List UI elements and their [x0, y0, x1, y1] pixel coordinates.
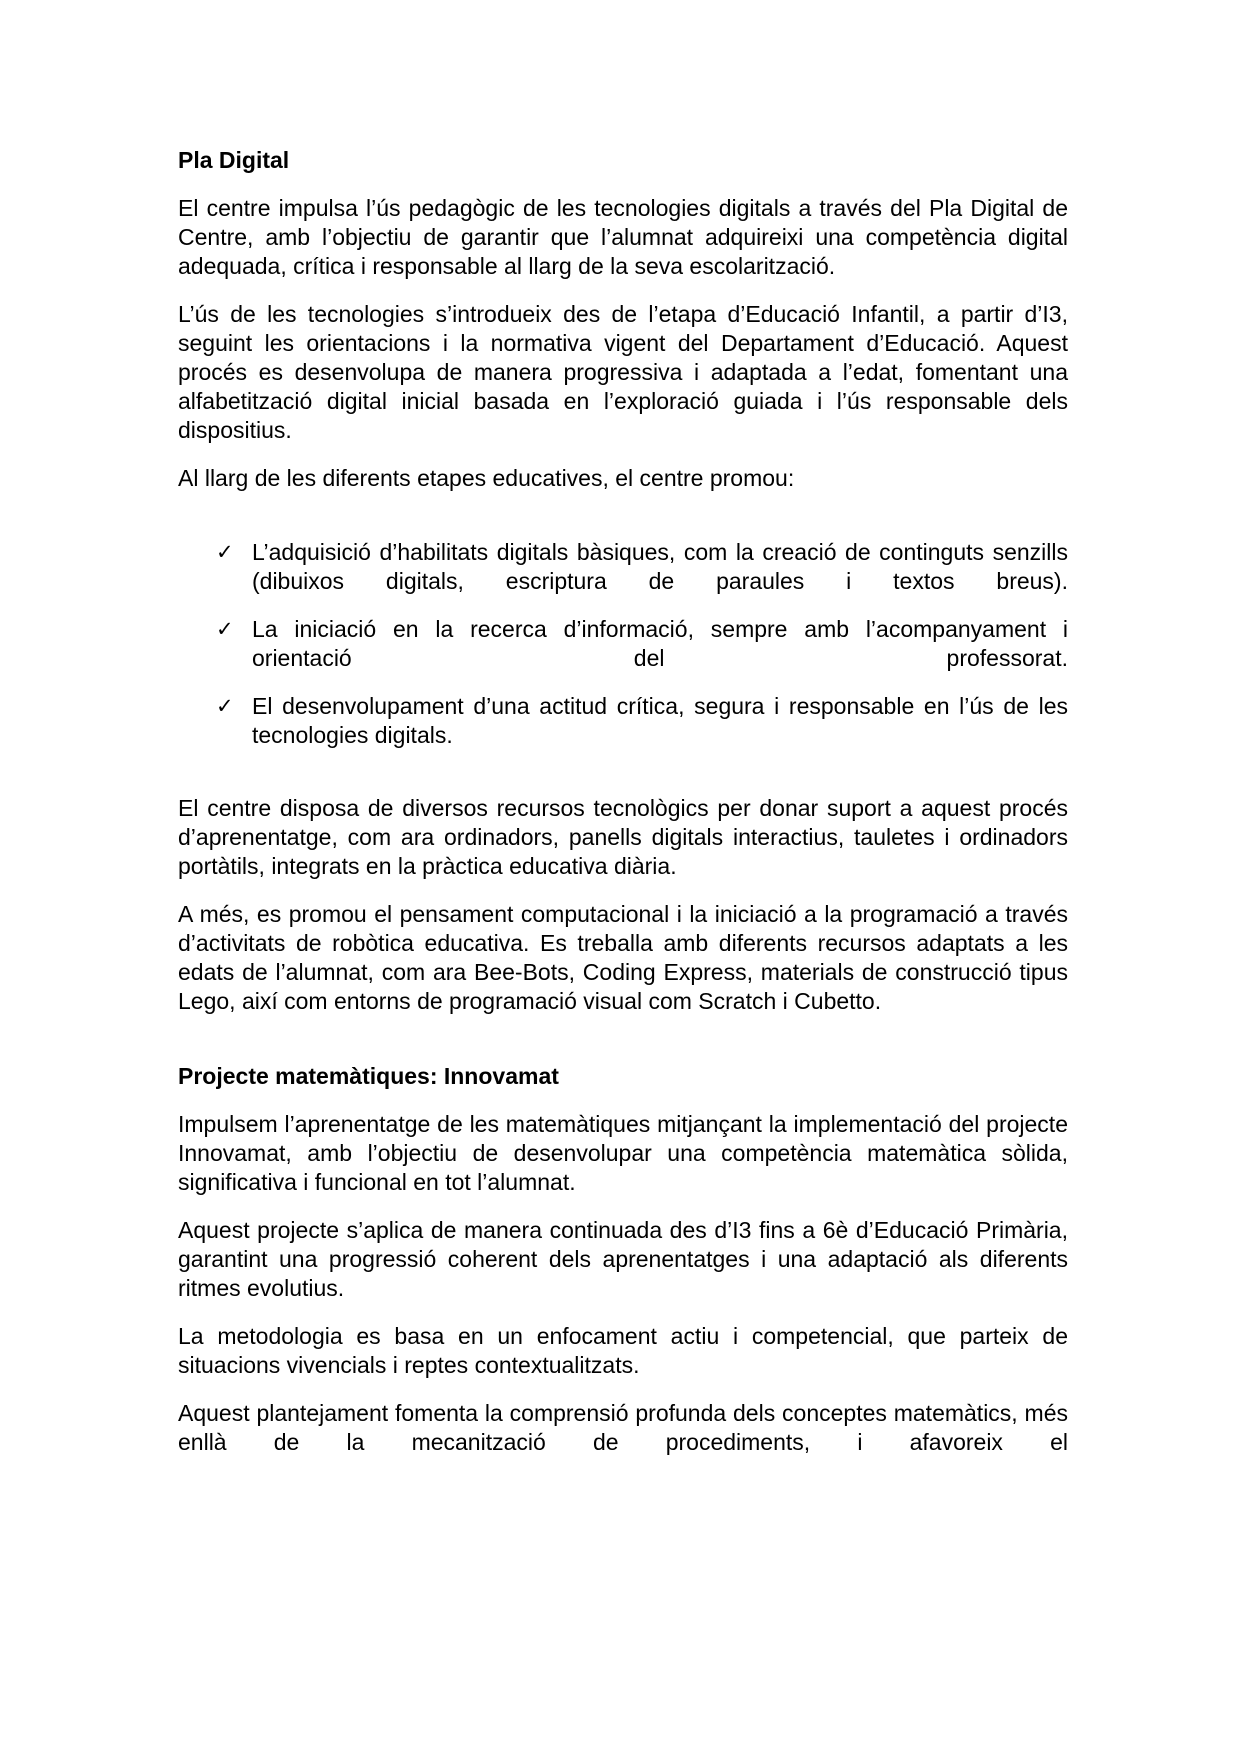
section-heading-pla-digital: Pla Digital: [178, 147, 290, 173]
paragraph: El centre impulsa l’ús pedagògic de les tecnologies digitals a través del Pla Digital de Centre, amb l’objectiu de garantir que l’alumnat adquireixi una competència digital adequada, crítica i responsable al llarg de la seva escolarització.: [178, 195, 1068, 279]
document-page: [178, 146, 1068, 1457]
paragraph: Impulsem l’aprenentatge de les matemàtiques mitjançant la implementació del projecte Innovamat, amb l’objectiu de desenvolupar una competència matemàtica sòlida, significativa i funcional en tot l’alumnat.: [178, 1111, 1068, 1195]
paragraph: El centre disposa de diversos recursos tecnològics per donar suport a aquest procés d’aprenentatge, com ara ordinadors, panells digitals interactius, tauletes i ordinadors portàtils, integrats en la pràctica educativa diària.: [178, 795, 1068, 879]
section-heading-innovamat: Projecte matemàtiques: Innovamat: [178, 1063, 559, 1089]
paragraph: L’ús de les tecnologies s’introdueix des de l’etapa d’Educació Infantil, a partir d’I3, seguint les orientacions i la normativa vigent del Departament d’Educació. Aquest procés es desenvolupa de manera progressiva i adaptada a l’edat, fomentant una alfabetització digital inicial basada en l’exploració guiada i l’ús responsable dels dispositius.: [178, 301, 1068, 443]
checkmark-icon: ✓: [216, 695, 234, 718]
list-item-text: L’adquisició d’habilitats digitals bàsiques, com la creació de continguts senzills (dibuixos digitals, escriptura de paraules i textos breus).: [252, 539, 1068, 594]
paragraph: Aquest projecte s’aplica de manera continuada des d’I3 fins a 6è d’Educació Primària, garantint una progressió coherent dels aprenentatges i una adaptació als diferents ritmes evolutius.: [178, 1217, 1068, 1301]
paragraph: La metodologia es basa en un enfocament actiu i competencial, que parteix de situacions vivencials i reptes contextualitzats.: [178, 1323, 1068, 1378]
list-item: [178, 692, 1068, 750]
checkmark-icon: ✓: [216, 541, 234, 564]
list-item-text: La iniciació en la recerca d’informació, sempre amb l’acompanyament i orientació del professorat.: [252, 616, 1068, 671]
list-item: [178, 615, 1068, 673]
list-item: [178, 538, 1068, 596]
paragraph: A més, es promou el pensament computacional i la iniciació a la programació a través d’activitats de robòtica educativa. Es treballa amb diferents recursos adaptats a les edats de l’alumnat, com ara Bee-Bots, Coding Express, materials de construcció tipus Lego, així com entorns de programació visual com Scratch i Cubetto.: [178, 901, 1068, 1014]
paragraph: Al llarg de les diferents etapes educatives, el centre promou:: [178, 465, 795, 491]
paragraph: Aquest plantejament fomenta la comprensió profunda dels conceptes matemàtics, més enllà de la mecanització de procediments, i afavoreix el: [178, 1400, 1068, 1455]
list-item-text: El desenvolupament d’una actitud crítica, segura i responsable en l’ús de les tecnologies digitals.: [252, 693, 1068, 748]
checkmark-icon: ✓: [216, 618, 234, 641]
checklist: [178, 538, 1068, 750]
